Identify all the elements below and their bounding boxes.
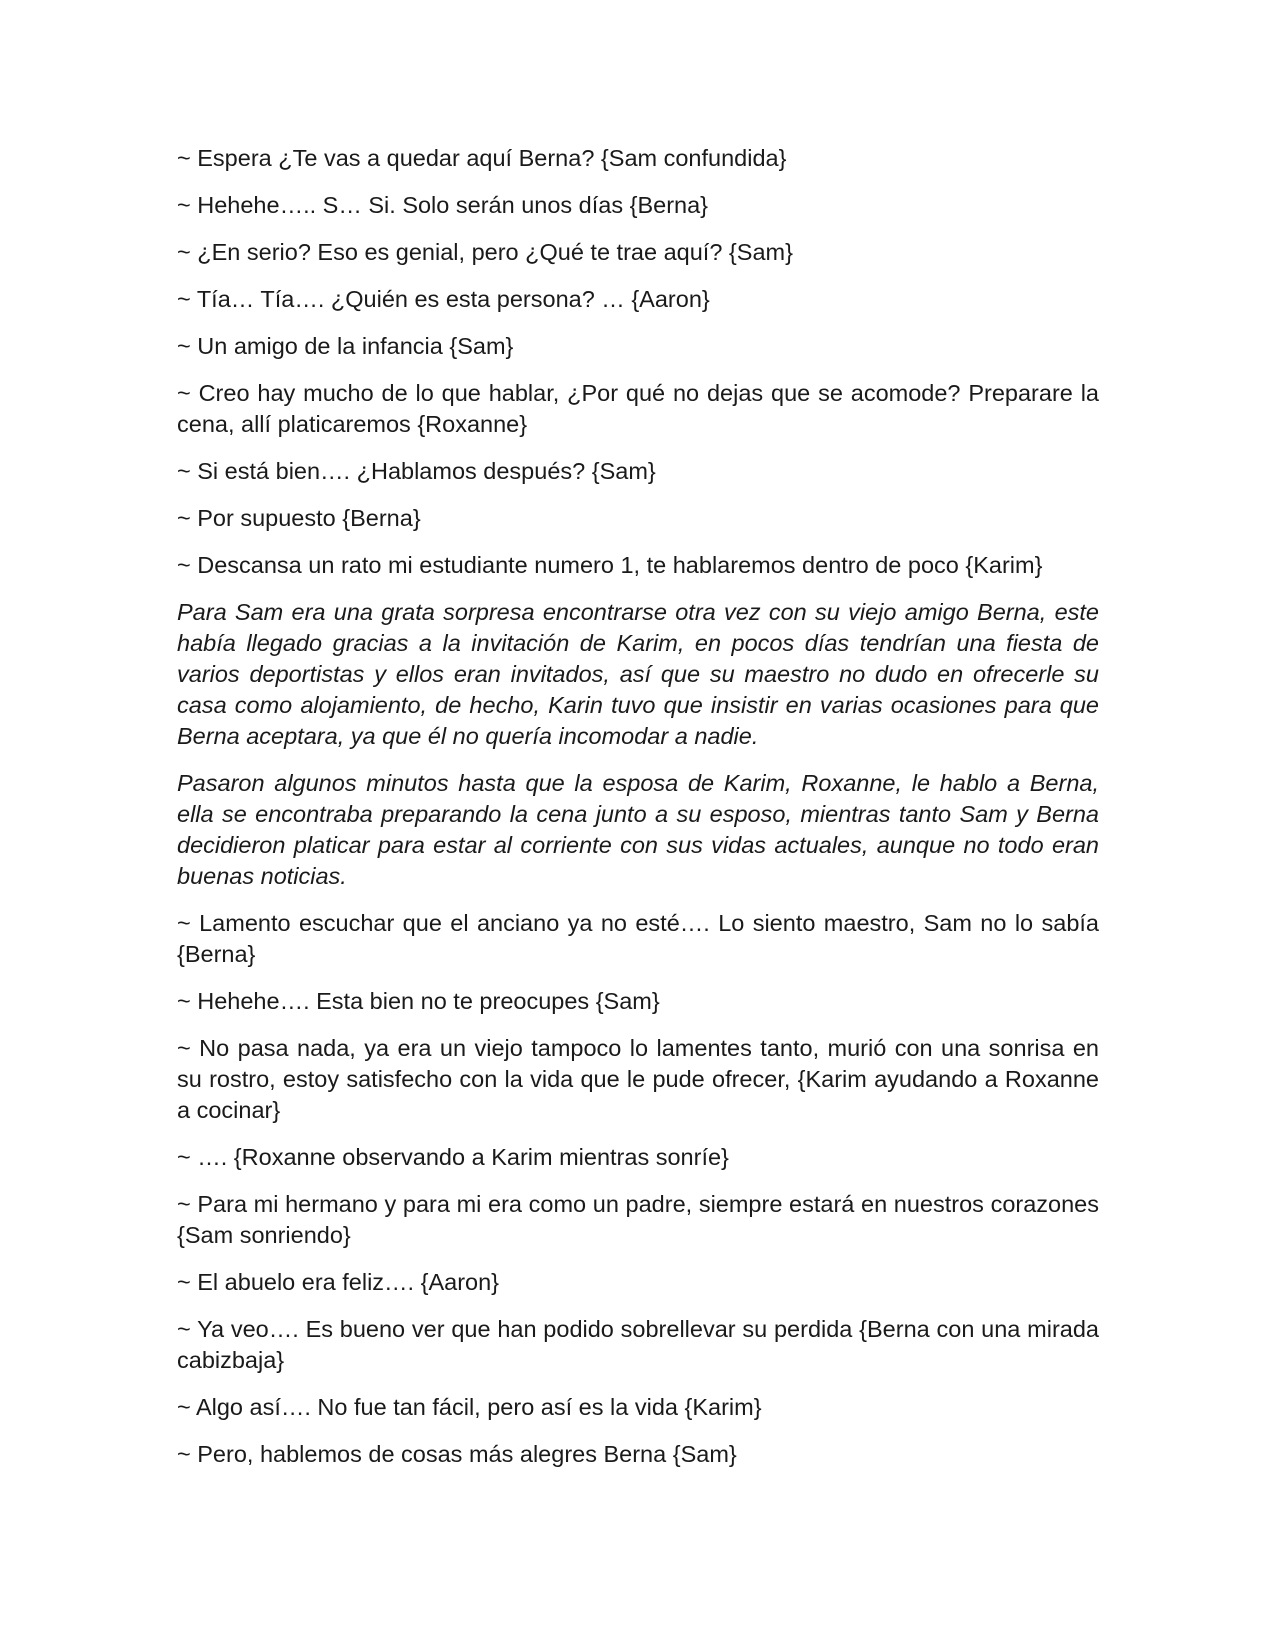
dialogue-line: ~ Hehehe….. S… Si. Solo serán unos días {Berna} xyxy=(177,192,709,218)
dialogue-line: ~ Pero, hablemos de cosas más alegres Berna {Sam} xyxy=(177,1441,737,1467)
dialogue-line: ~ Para mi hermano y para mi era como un padre, siempre estará en nuestros corazones {Sam sonriendo} xyxy=(177,1191,1099,1248)
dialogue-line: ~ Hehehe…. Esta bien no te preocupes {Sam} xyxy=(177,988,660,1014)
narration-paragraph: Para Sam era una grata sorpresa encontrarse otra vez con su viejo amigo Berna, este había llegado gracias a la invitación de Karim, en pocos días tendrían una fiesta de varios deportistas y ellos eran invitados, así que su maestro no dudo en ofrecerle su casa como alojamiento, de hecho, Karin tuvo que insistir en varias ocasiones para que Berna aceptara, ya que él no quería incomodar a nadie. xyxy=(177,599,1099,749)
dialogue-line: ~ …. {Roxanne observando a Karim mientras sonríe} xyxy=(177,1144,729,1170)
dialogue-line: ~ Un amigo de la infancia {Sam} xyxy=(177,333,514,359)
dialogue-line: ~ Descansa un rato mi estudiante numero 1, te hablaremos dentro de poco {Karim} xyxy=(177,552,1043,578)
dialogue-line: ~ Por supuesto {Berna} xyxy=(177,505,421,531)
dialogue-line: ~ El abuelo era feliz…. {Aaron} xyxy=(177,1269,500,1295)
dialogue-line: ~ No pasa nada, ya era un viejo tampoco lo lamentes tanto, murió con una sonrisa en su rostro, estoy satisfecho con la vida que le pude ofrecer, {Karim ayudando a Roxanne a cocinar} xyxy=(177,1035,1099,1123)
dialogue-line: ~ Tía… Tía…. ¿Quién es esta persona? … {Aaron} xyxy=(177,286,710,312)
narration-paragraph: Pasaron algunos minutos hasta que la esposa de Karim, Roxanne, le hablo a Berna, ella se encontraba preparando la cena junto a su esposo, mientras tanto Sam y Berna decidieron platicar para estar al corriente con sus vidas actuales, aunque no todo eran buenas noticias. xyxy=(177,770,1099,889)
dialogue-line: ~ Si está bien…. ¿Hablamos después? {Sam} xyxy=(177,458,656,484)
document-body xyxy=(177,143,1099,1486)
dialogue-line: ~ Algo así…. No fue tan fácil, pero así es la vida {Karim} xyxy=(177,1394,762,1420)
dialogue-line: ~ Espera ¿Te vas a quedar aquí Berna? {Sam confundida} xyxy=(177,145,787,171)
dialogue-line: ~ ¿En serio? Eso es genial, pero ¿Qué te trae aquí? {Sam} xyxy=(177,239,793,265)
dialogue-line: ~ Ya veo…. Es bueno ver que han podido sobrellevar su perdida {Berna con una mirada cabizbaja} xyxy=(177,1316,1099,1373)
dialogue-line: ~ Creo hay mucho de lo que hablar, ¿Por qué no dejas que se acomode? Preparare la cena, allí platicaremos {Roxanne} xyxy=(177,380,1099,437)
dialogue-line: ~ Lamento escuchar que el anciano ya no esté…. Lo siento maestro, Sam no lo sabía {Berna} xyxy=(177,910,1099,967)
